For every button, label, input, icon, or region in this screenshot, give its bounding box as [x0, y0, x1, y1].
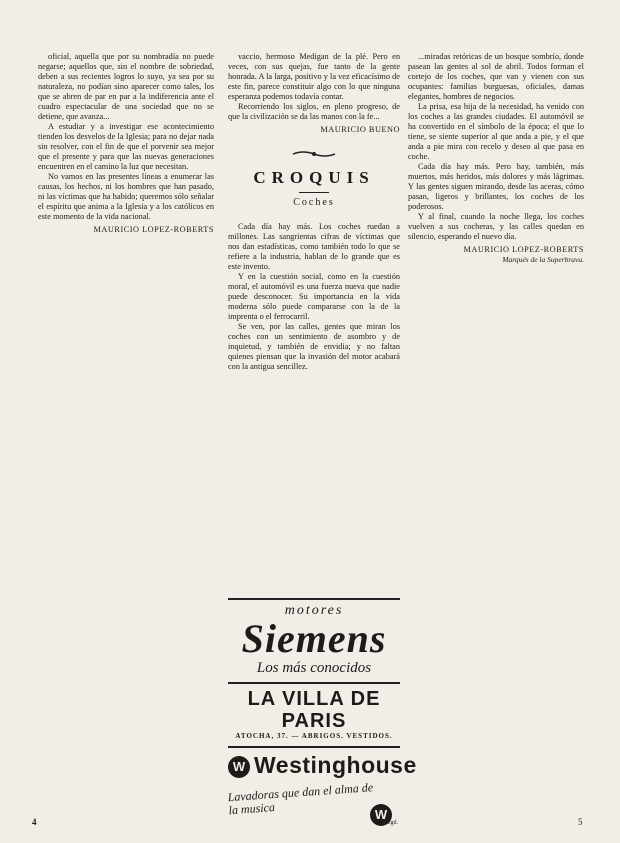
middle-paragraph: vaccio, hermoso Medigan de la plé. Pero en veces, con sus quejas, fue tanto de la gente honrada. A la larga, positivo y la vez eficacísimo de este fin, parece constituir algo con lo que ninguna esperanza podemos todavía contar. — [228, 52, 400, 101]
title-divider — [299, 192, 329, 193]
ornament-icon — [293, 150, 335, 158]
left-column — [38, 52, 214, 830]
right-paragraph: Cada día hay más. Pero hay, también, más muertos, más heridos, más dolores y más lágrimas. Y las gentes siguen mirando, desde las aceras, cómo pasan, ligeros y brillantes, los coches de los poderosos. — [408, 162, 584, 211]
westinghouse-logo-icon: W — [228, 756, 250, 778]
section-title: CROQUIS — [253, 168, 375, 187]
left-signature: MAURICIO LOPEZ-ROBERTS — [93, 225, 214, 234]
middle-signature: MAURICIO BUENO — [320, 125, 400, 134]
villa-de-paris-ad — [228, 682, 400, 740]
left-paragraph: A estudiar y a investigar ese acontecimiento tienden los desvelos de la Iglesia; para no dejar nada sin resolver, con el fin de que el porvenir sea mejor que el presente y para que las nuevas generaciones encuentren en el camino la luz que necesitan. — [38, 122, 214, 171]
croquis-header — [228, 150, 400, 209]
footer-mark: 5 — [578, 817, 583, 827]
siemens-ad — [228, 598, 400, 676]
page-number: 4 — [32, 817, 37, 827]
right-signature: MAURICIO LOPEZ-ROBERTS — [463, 245, 584, 254]
left-paragraph: oficial, aquella que por su nombradía no puede negarse; aquellos que, sin el nombre de sobriedad, deben a sus recientes logros lo suyo, ya sea por su naturaleza, no podían sino aparecer como tales, los que se abren de par en par a la indiferencia ante el cuadro espectacular de una sociedad que no se detiene, que avanza... — [38, 52, 214, 121]
left-paragraph: No vamos en las presentes líneas a enumerar las causas, los hechos, ni los hombres que han pasado, ni las víctimas que ha habido; queremos sólo señalar el espíritu que anima a la Iglesia y a los católicos en este momento de la vida nacional. — [38, 172, 214, 221]
westinghouse-ad — [227, 746, 417, 838]
body-paragraph: Se ven, por las calles, gentes que miran los coches con un sentimiento de asombro y de inquietud, y también de envidia; y no faltan quienes piensan que la invasión del motor acabará con la antigua sencillez. — [228, 322, 400, 371]
westinghouse-brand: Westinghouse — [254, 752, 417, 778]
westinghouse-logo-icon: W — [370, 804, 392, 826]
siemens-kicker: motores — [284, 603, 344, 618]
right-signature-subtitle: Marqués de la Superbrava. — [502, 255, 584, 264]
section-subtitle: Coches — [293, 197, 335, 208]
middle-column-body — [228, 222, 400, 387]
advertisement-block — [227, 598, 417, 830]
westinghouse-tagline: Lavadoras que dan el alma de la musica — [227, 780, 374, 818]
siemens-tagline: Los más conocidos — [256, 660, 372, 676]
villa-name: LA VILLA DE PARIS — [247, 688, 381, 732]
body-paragraph: Cada día hay más. Los coches ruedan a millones. Las sangrientas cifras de víctimas que nos dan estadísticas, como también todo lo que se refiere a la industria, hablan de lo grande que es este invento. — [228, 222, 400, 271]
siemens-brand: Siemens — [241, 616, 387, 661]
right-paragraph: Y al final, cuando la noche llega, los coches vuelven a sus cocheras, y las calles quedan en silencio, esperando el nuevo día. — [408, 212, 584, 241]
villa-address: ATOCHA, 37. — ABRIGOS. VESTIDOS. — [235, 732, 393, 740]
right-column — [408, 52, 584, 830]
right-paragraph: ...miradas retóricas de un bosque sombrío, donde pasean las gentes al sol de abril. Todos forman el cortejo de los coches, que van y vienen con sus ocupantes: familias burguesas, oficiales, damas elegantes, hombres de negocios. — [408, 52, 584, 101]
middle-paragraph: Recorriendo los siglos, en pleno progreso, de que la civilización se da las manos con la fe... — [228, 102, 400, 121]
right-paragraph: La prisa, esa hija de la necesidad, ha venido con los coches a las grandes ciudades. El automóvil se ha convertido en el símbolo de la época; el que lo tiene, se siente superior al que anda a pie, y el que anda a pie mira con recelo y deseo al que pasa en coche. — [408, 102, 584, 161]
westinghouse-mark: Regd. — [383, 820, 398, 826]
body-paragraph: Y en la cuestión social, como en la cuestión moral, el automóvil es una fuerza nueva que nadie puede desconocer. Su importancia en la vida moderna sólo puede compararse con la de la imprenta o el ferrocarril. — [228, 272, 400, 321]
